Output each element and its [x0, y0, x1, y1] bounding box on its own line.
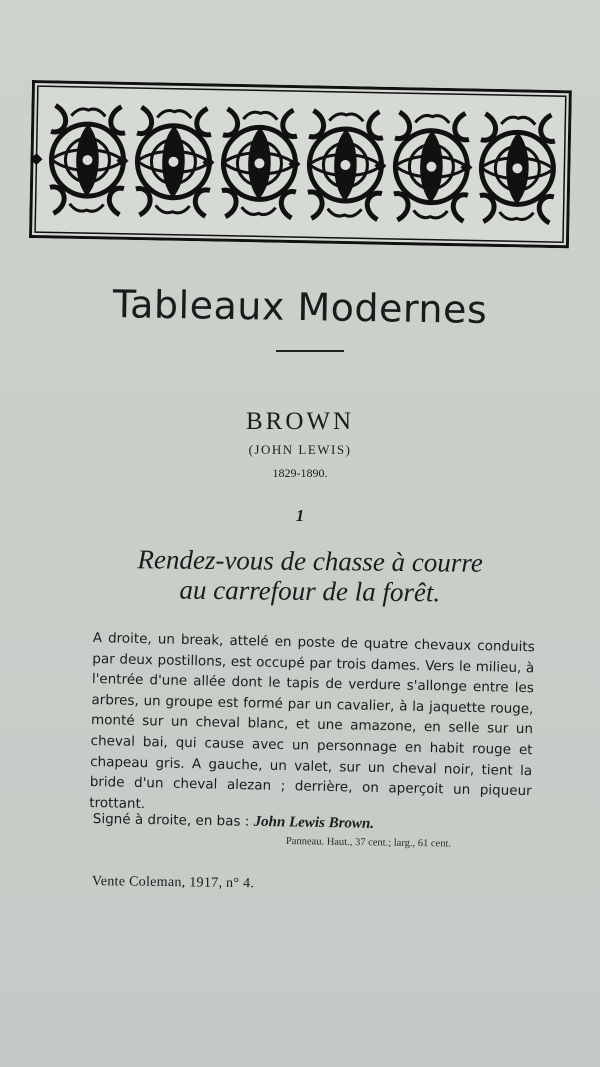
- description-text: A droite, un break, attelé en poste de quatre chevaux conduits par deux postillons, est occupé par trois dames. Vers le milieu, à l'entrée d'une allée dont le tapis de verdure s'allonge entre les arbres, un groupe est formé par un cavalier, à la jaquette rouge, monté sur un cheval blanc, et une amazone, en selle sur un cheval bai, qui cause avec un personnage en habit rouge et chapeau gris. A gauche, un valet, sur un cheval noir, tient la bride d'un cheval alezan ; derrière, on aperçoit un piqueur trottant.: [89, 629, 535, 812]
- artist-dates: 1829-1890.: [272, 466, 328, 480]
- lot-number: 1: [295, 506, 305, 525]
- signature-line: [93, 811, 375, 833]
- ornamental-banner: [29, 80, 572, 248]
- artwork-title-line-1: Rendez-vous de chasse à courre: [137, 544, 484, 578]
- artwork-title-line-2: au carrefour de la forêt.: [179, 574, 441, 608]
- artwork-title: [40, 543, 581, 609]
- signature-label: Signé à droite, en bas :: [92, 811, 250, 830]
- signature-name: John Lewis Brown.: [253, 813, 375, 832]
- section-title: Tableaux Modernes: [112, 282, 488, 332]
- artwork-description: [89, 628, 535, 823]
- provenance: Vente Coleman, 1917, n° 4.: [91, 874, 255, 892]
- title-divider: [276, 350, 344, 352]
- artist-given-names: (JOHN LEWIS): [248, 442, 352, 457]
- artwork-dimensions: Panneau. Haut., 37 cent.; larg., 61 cent.: [285, 836, 452, 850]
- artist-surname: BROWN: [245, 408, 355, 435]
